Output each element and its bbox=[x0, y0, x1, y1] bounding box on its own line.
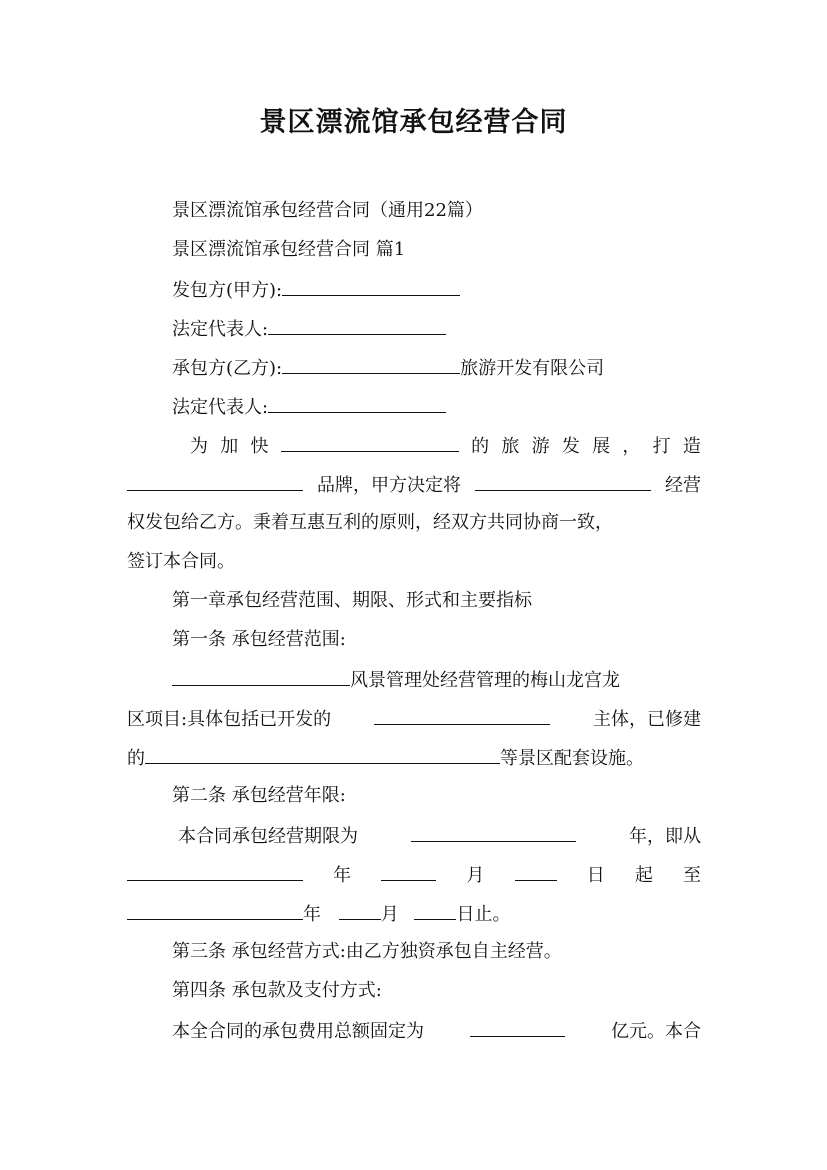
party-b-company: 旅游开发有限公司 bbox=[460, 358, 605, 379]
blank-field bbox=[145, 745, 500, 764]
rep-a-label: 法定代表人: bbox=[172, 319, 269, 340]
intro-line-2 bbox=[127, 472, 701, 498]
party-a-line bbox=[172, 277, 701, 303]
intro-char: 加 bbox=[220, 436, 239, 457]
party-a-label: 发包方(甲方): bbox=[172, 280, 283, 301]
article-4-text: 亿元。本合 bbox=[611, 1021, 701, 1042]
date-word: 年 bbox=[303, 904, 321, 925]
rep-b-label: 法定代表人: bbox=[172, 397, 269, 418]
blank-field bbox=[515, 862, 557, 881]
article-1-line-2 bbox=[127, 706, 701, 732]
blank-field bbox=[475, 472, 651, 491]
article-4-line-1 bbox=[172, 1018, 701, 1044]
article-2-line-2 bbox=[127, 862, 701, 888]
blank-field bbox=[414, 901, 456, 920]
section-heading: 景区漂流馆承包经营合同 篇1 bbox=[172, 239, 406, 260]
intro-char: 为 bbox=[190, 436, 208, 457]
intro-char: 的 bbox=[471, 436, 490, 457]
article-4-text: 本全合同的承包费用总额固定为 bbox=[172, 1021, 424, 1042]
blank-field bbox=[127, 472, 303, 491]
blank-field bbox=[268, 316, 446, 335]
intro-char: 发 bbox=[561, 436, 580, 457]
article-2-heading: 第二条 承包经营年限: bbox=[172, 785, 346, 806]
blank-field bbox=[470, 1018, 565, 1037]
intro-text: 品牌，甲方决定将 bbox=[317, 475, 461, 496]
date-word: 年 bbox=[333, 865, 352, 886]
article-1-text: 的 bbox=[127, 748, 145, 769]
rep-a-line bbox=[172, 316, 701, 342]
document-subtitle: 景区漂流馆承包经营合同（通用22篇） bbox=[172, 200, 483, 221]
blank-field bbox=[268, 394, 446, 413]
rep-b-line bbox=[172, 394, 701, 420]
blank-field bbox=[127, 901, 303, 920]
date-word: 起 bbox=[634, 865, 653, 886]
blank-field bbox=[127, 862, 303, 881]
blank-field bbox=[281, 433, 459, 452]
blank-field bbox=[411, 823, 576, 842]
intro-char: 快 bbox=[250, 436, 269, 457]
article-1-text: 风景管理处经营管理的梅山龙宫龙 bbox=[350, 670, 620, 691]
date-word: 至 bbox=[682, 865, 701, 886]
article-1-text: 主体，已修建 bbox=[592, 709, 701, 730]
date-word: 日止。 bbox=[456, 904, 511, 925]
intro-line-4: 签订本合同。 bbox=[127, 551, 235, 572]
date-word: 日 bbox=[586, 865, 605, 886]
chapter-heading: 第一章承包经营范围、期限、形式和主要指标 bbox=[172, 590, 532, 611]
intro-char: 旅 bbox=[501, 436, 520, 457]
article-1-text: 区项目:具体包括已开发的 bbox=[127, 709, 332, 730]
intro-char: 造 bbox=[682, 436, 701, 457]
blank-field bbox=[339, 901, 381, 920]
date-word: 月 bbox=[466, 865, 485, 886]
article-2-line-3 bbox=[127, 901, 701, 927]
blank-field bbox=[374, 706, 550, 725]
article-1-text: 等景区配套设施。 bbox=[500, 748, 644, 769]
party-b-line bbox=[172, 355, 701, 381]
article-1-heading: 第一条 承包经营范围: bbox=[172, 629, 346, 650]
intro-char: 游 bbox=[531, 436, 550, 457]
intro-char: ， bbox=[622, 436, 641, 457]
article-2-line-1 bbox=[178, 823, 701, 849]
intro-line-1 bbox=[190, 433, 701, 459]
article-1-line-3 bbox=[127, 745, 701, 771]
intro-text: 经营 bbox=[665, 475, 701, 496]
date-word: 月 bbox=[380, 904, 399, 925]
blank-field bbox=[282, 277, 460, 296]
blank-field bbox=[172, 667, 350, 686]
article-1-line-1 bbox=[172, 667, 701, 693]
article-3-heading: 第三条 承包经营方式:由乙方独资承包自主经营。 bbox=[172, 941, 562, 962]
article-2-text: 年，即从 bbox=[629, 826, 701, 847]
intro-char: 展 bbox=[592, 436, 611, 457]
document-title: 景区漂流馆承包经营合同 bbox=[259, 107, 568, 138]
blank-field bbox=[381, 862, 436, 881]
article-2-text: 本合同承包经营期限为 bbox=[178, 826, 358, 847]
article-4-heading: 第四条 承包款及支付方式: bbox=[172, 980, 382, 1001]
intro-char: 打 bbox=[652, 436, 671, 457]
intro-line-3: 权发包给乙方。秉着互惠互利的原则，经双方共同协商一致， bbox=[127, 512, 613, 533]
blank-field bbox=[282, 355, 460, 374]
party-b-label: 承包方(乙方): bbox=[172, 358, 283, 379]
